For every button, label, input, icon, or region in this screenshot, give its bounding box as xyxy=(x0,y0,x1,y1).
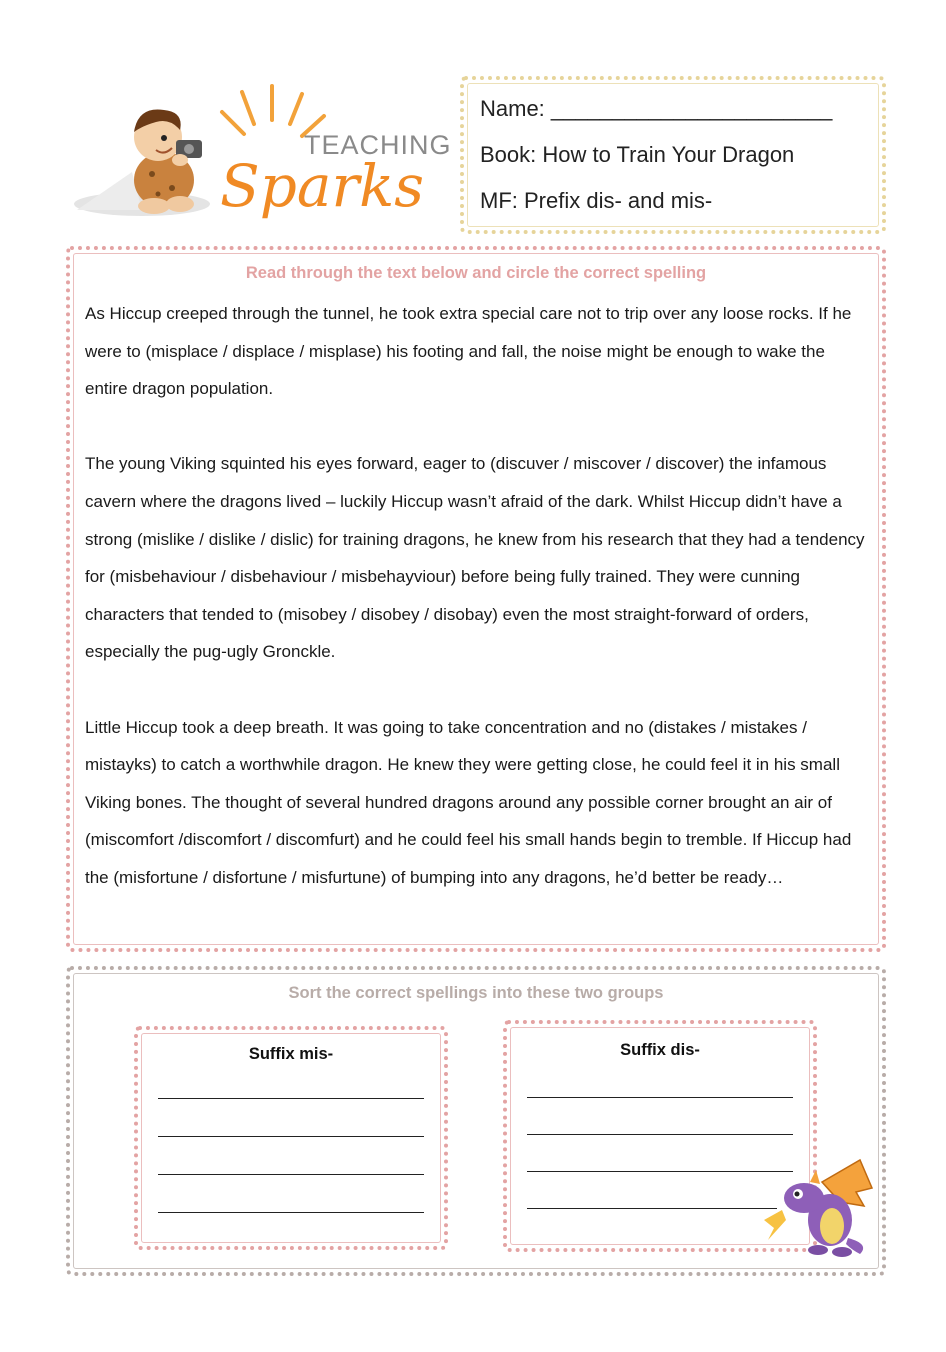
passage-box xyxy=(66,246,886,952)
book-title: Book: How to Train Your Dragon xyxy=(480,142,795,167)
header-box xyxy=(460,76,886,234)
answer-line[interactable] xyxy=(158,1212,424,1213)
paragraph: The young Viking squinted his eyes forward, eager to (discuver / miscover / discover) the infamous cavern where the dragons lived – luckily Hiccup wasn’t afraid of the dark. Whilst Hiccup didn’t have a strong (mislike / dislike / dislic) for training dragons, he knew from his research that they had a tendency for (misbehaviour / disbehaviour / misbehayviour) before being fully trained. They were cunning characters that tended to (misobey / disobey / disobay) even the most straight-forward of orders, especially the pug-ugly Gronckle. xyxy=(85,454,865,662)
answer-line[interactable] xyxy=(527,1134,793,1135)
answer-line[interactable] xyxy=(527,1208,777,1209)
teaching-sparks-logo xyxy=(72,82,452,227)
passage-text xyxy=(85,295,870,934)
mis-group-title: Suffix mis- xyxy=(248,1045,334,1063)
answer-line[interactable] xyxy=(158,1174,424,1175)
paragraph: Little Hiccup took a deep breath. It was going to take concentration and no (distakes / mistakes / mistayks) to catch a worthwhile dragon. He knew they were getting close, he could feel it in his small Viking bones. The thought of several hundred dragons around any possible corner brought an air of (miscomfort /discomfort / discomfurt) and he could feel his small hands begin to tremble. If Hiccup had the (misfortune / disfortune / misfurtune) of bumping into any dragons, he’d better be ready… xyxy=(85,717,852,887)
mis-group-box xyxy=(134,1026,448,1250)
dis-group-title: Suffix dis- xyxy=(620,1041,700,1059)
answer-line[interactable] xyxy=(527,1171,793,1172)
answer-line[interactable] xyxy=(158,1136,424,1137)
focus-label: MF: Prefix dis- and mis- xyxy=(480,188,713,213)
answer-line[interactable] xyxy=(527,1097,793,1098)
logo-sparks-text: Sparks xyxy=(220,152,425,220)
logo-teaching-text: TEACHING xyxy=(304,130,452,160)
sort-instruction: Sort the correct spellings into these two groups xyxy=(288,984,664,1002)
passage-instruction: Read through the text below and circle the correct spelling xyxy=(245,264,707,282)
paragraph: As Hiccup creeped through the tunnel, he took extra special care not to trip over any loose rocks. If he were to (misplace / displace / misplase) his footing and fall, the noise might be enough to wake the entire dragon population. xyxy=(85,304,852,399)
answer-line[interactable] xyxy=(158,1098,424,1099)
dragon-illustration xyxy=(760,1158,880,1258)
name-field[interactable]: Name: _______________________ xyxy=(480,96,833,121)
